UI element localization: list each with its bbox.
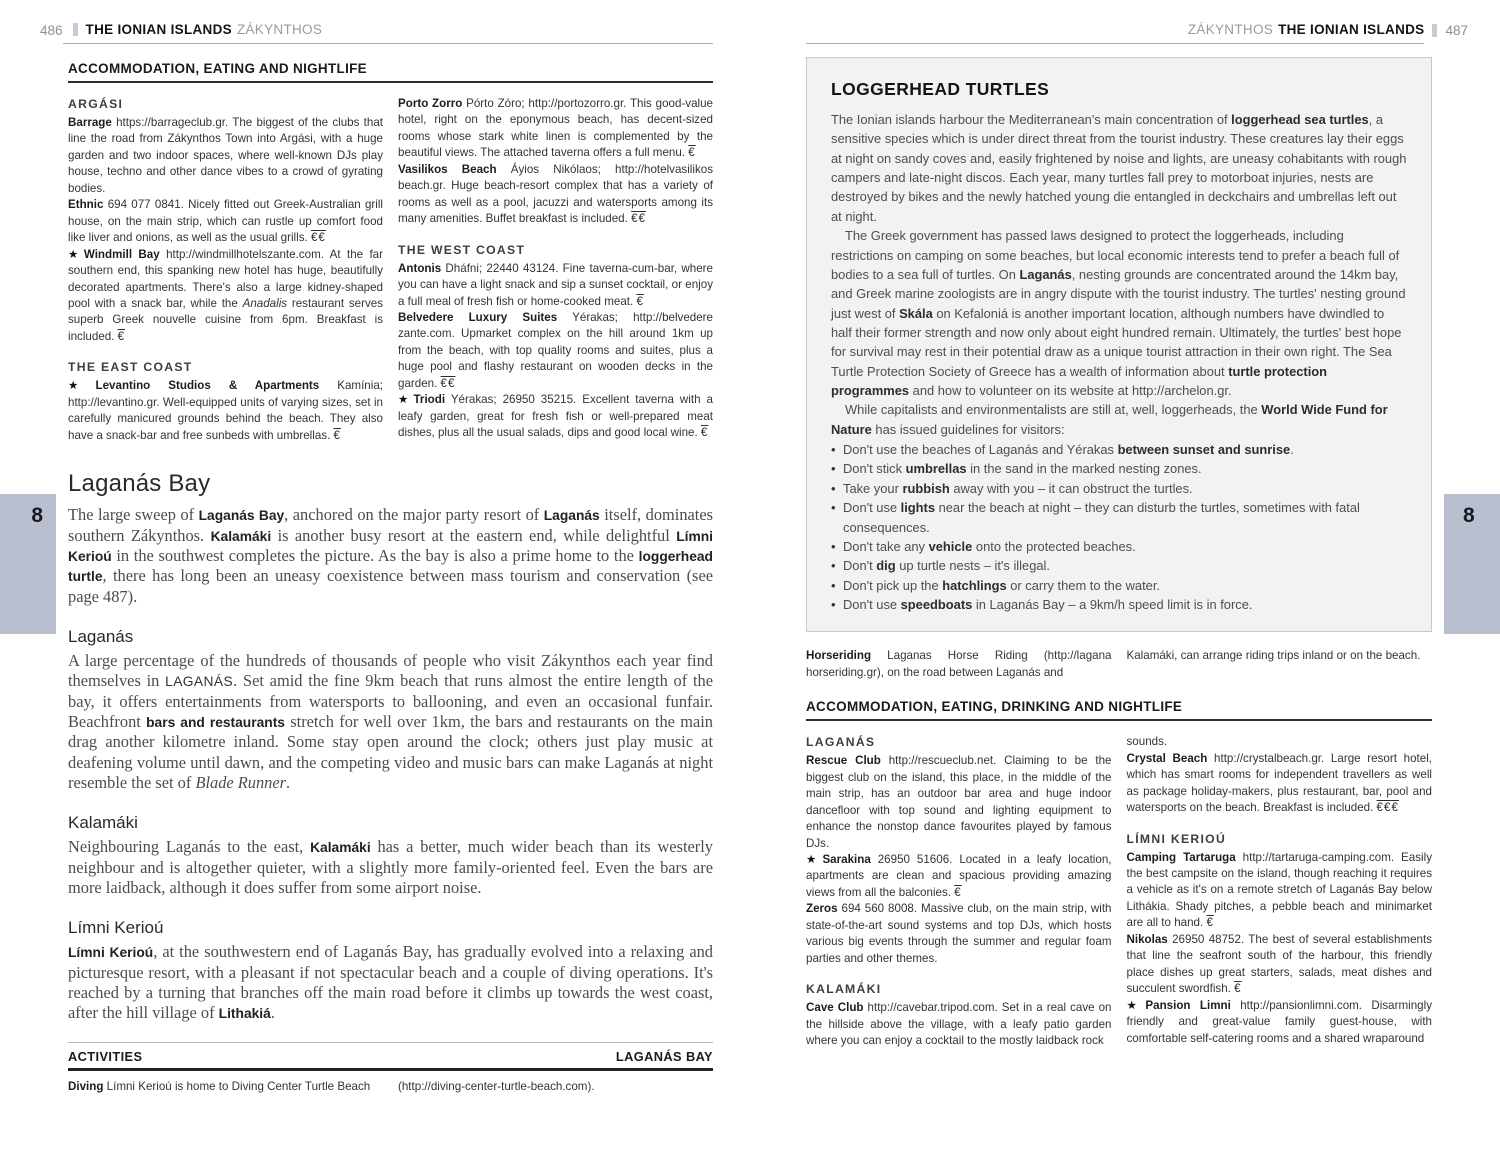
star-icon: ★ xyxy=(1126,998,1146,1012)
guideline-bullet: • Don't dig up turtle nests – it's illegal. xyxy=(831,556,1407,575)
star-icon: ★ xyxy=(68,379,96,393)
chapter-number: 8 xyxy=(31,504,43,527)
guideline-bullet: • Don't use speedboats in Laganás Bay – a 9km/h speed limit is in force. xyxy=(831,595,1407,614)
header-bar-icon xyxy=(73,23,78,36)
bullet-icon: • xyxy=(831,558,836,574)
listing-entry: Antonis Dháfni; 22440 43124. Fine taverna-cum-bar, where you can have a light snack and sip a sunset cocktail, or enjoy a full meal of fresh fish or home-cooked meat. € xyxy=(398,261,713,308)
page-body xyxy=(68,61,713,1095)
region-heading: Laganás Bay xyxy=(68,470,211,498)
listing-entry: Porto Zorro Pórto Zóro; http://portozorro.gr. This good-value hotel, right on the eponymous beach, has decent-sized rooms whose stark white linen is complemented by the beautiful views. The attached taverna offers a full menu. € xyxy=(398,97,714,160)
listing-subhead: ARGÁSI xyxy=(68,97,124,111)
running-head-rule xyxy=(806,22,1424,44)
page-body xyxy=(806,57,1432,1050)
guideline-bullet: • Don't take any vehicle onto the protected beaches. xyxy=(831,537,1407,556)
section-title: ACCOMMODATION, EATING AND NIGHTLIFE xyxy=(68,61,713,83)
listing-entry: ★ Pansion Limni http://pansionlimni.com. Disarmingly friendly and great-value family guest-house, with comfortable self-catering rooms and a shared wraparound xyxy=(1126,998,1432,1045)
listing-entry: ★ Triodi Yérakas; 26950 35215. Excellent taverna with a leafy garden, great for fresh fish or well-prepared meat dishes, plus all the usual salads, dips and good local wine. € xyxy=(398,393,713,440)
guideline-bullet: • Don't use the beaches of Laganás and Yérakas between sunset and sunrise. xyxy=(831,440,1407,459)
page-number-group xyxy=(1424,23,1468,44)
listing-subhead: THE EAST COAST xyxy=(68,360,193,375)
listing-column-2 xyxy=(398,96,713,444)
star-icon: ★ xyxy=(68,247,84,261)
listing-subhead: LÍMNI KERIOÚ xyxy=(1126,831,1227,846)
activities-label: ACTIVITIES xyxy=(68,1048,143,1064)
loggerhead-turtles-box xyxy=(806,57,1432,632)
listing-column-2 xyxy=(1127,734,1433,1049)
guideline-bullet: • Don't stick umbrellas in the sand in the marked nesting zones. xyxy=(831,459,1407,478)
running-head-subtitle: ZÁKYNTHOS xyxy=(236,22,323,37)
box-paragraph: The Greek government has passed laws designed to protect the loggerheads, including restrictions on camping on some beaches, but local economic interests tend to prefer a beach full of bodies to a sea full of turtles. On Laganás, nesting grounds are concentrated around the 14km bay, and Greek marine zoologists are in angry dispute with the tourist industry. The turtles' nesting ground just west of Skála on Kefaloniá is another important location, although numbers have dwindled to half their former strength and now only about eight hundred remain. Ultimately, the turtles' best hope for survival may rest in their potential draw as a unique tourist attraction in their own right. The Sea Turtle Protection Society of Greece has a wealth of information about turtle protection programmes and how to volunteer on its website at http://archelon.gr. xyxy=(831,228,1406,399)
listing-entry: Camping Tartaruga http://tartaruga-camping.com. Easily the best campsite on the island, though reaching it requires a vehicle as it's on a remote stretch of Laganás Bay below Lithákia. Shady pitches, a pebble beach and minimarket are all to hand. € xyxy=(1126,850,1432,930)
guidelines-list xyxy=(831,440,1407,614)
page-486 xyxy=(40,22,713,1095)
bullet-icon: • xyxy=(831,538,836,554)
region-intro-paragraph: The large sweep of Laganás Bay, anchored on the major party resort of Laganás itself, dominates southern Zákynthos. Kalamáki is another busy resort at the eastern end, while delightful Límni Kerioú in the southwest completes the picture. As the bay is also a prime home to the loggerhead turtle, there has long been an uneasy coexistence between mass tourism and conservation (see page 487). xyxy=(68,505,714,606)
bullet-icon: • xyxy=(831,461,836,477)
horseriding-left: Horseriding Laganas Horse Riding (http://lagana horseriding.gr), on the road between Laganás and xyxy=(806,649,1112,679)
guideline-bullet: • Don't use lights near the beach at night – they can disturb the turtles, sometimes with fatal consequences. xyxy=(831,498,1407,537)
listing-entry: Cave Club http://cavebar.tripod.com. Set in a real cave on the hillside above the village, with a leafy patio garden where you can enjoy a cocktail to the mostly laidback rock xyxy=(806,1001,1112,1048)
star-icon: ★ xyxy=(806,852,823,866)
listing-entry: ★ Levantino Studios & Apartments Kamínia; http://levantino.gr. Well-equipped units of varying sizes, set in carefully manicured grounds behind the beach. They also have a snack-bar and free sunbeds with umbrellas. € xyxy=(68,379,383,442)
activities-location: LAGANÁS BAY xyxy=(615,1048,713,1064)
listing-entry: Zeros 694 560 8008. Massive club, on the main strip, with state-of-the-art sound systems and top DJs, which hosts various big events through the summer and regular foam parties and other themes. xyxy=(806,902,1112,965)
running-head-subtitle: ZÁKYNTHOS xyxy=(1187,22,1274,37)
guideline-bullet: • Don't pick up the hatchlings or carry them to the water. xyxy=(831,576,1407,595)
horseriding-right: Kalamáki, can arrange riding trips inland or on the beach. xyxy=(1126,649,1421,663)
subsection-paragraph: Neighbouring Laganás to the east, Kalamáki has a better, much wider beach than its westerly neighbour and is altogether quieter, with a slightly more family-oriented feel. Even the bars are more laidback, although it does suffer from some airport noise. xyxy=(68,837,714,897)
listing-subhead: THE WEST COAST xyxy=(398,242,526,257)
listing-entry: Vasilikos Beach Áyios Nikólaos; http://hotelvasilikos beach.gr. Huge beach-resort complex that has a variety of rooms as well as a pool, jacuzzi and watersports among its many amenities. Buffet breakfast is included. €€ xyxy=(398,162,713,226)
activities-entry-right: (http://diving-center-turtle-beach.com). xyxy=(398,1079,595,1093)
subsection-paragraph: Límni Kerioú, at the southwestern end of Laganás Bay, has gradually evolved into a relaxing and picturesque resort, with a pleasant if not spectacular beach and a couple of diving operations. It's reached by a turning that branches off the main road before it climbs up towards the west coast, after the hill village of Lithakiá. xyxy=(68,942,713,1023)
listing-entry: Crystal Beach http://crystalbeach.gr. Large resort hotel, which has smart rooms for independent travellers as well as package holiday-makers, plus restaurant, bar, pool and watersports on the beach. Breakfast is included. €€€ xyxy=(1126,751,1432,815)
running-head-rule xyxy=(63,22,713,44)
bullet-icon: • xyxy=(831,596,836,612)
box-title: LOGGERHEAD TURTLES xyxy=(831,79,1050,99)
listing-entry: sounds. xyxy=(1126,735,1168,749)
chapter-number: 8 xyxy=(1463,504,1475,527)
box-paragraph: The Ionian islands harbour the Mediterranean's main concentration of loggerhead sea turtles, a sensitive species which is under direct threat from the tourist industry. These creatures lay their eggs at night on sandy coves and, easily frightened by noise and lights, are uneasy cohabitants with rough campers and late-night discos. Each year, many turtles fall prey to motorboat injuries, nests are destroyed by bikes and the newly hatched young die entangled in deckchairs and umbrellas left out at night. xyxy=(831,112,1407,224)
listing-columns xyxy=(68,96,713,444)
bullet-icon: • xyxy=(831,442,836,458)
star-icon: ★ xyxy=(398,393,414,407)
listing-column-1 xyxy=(68,96,383,444)
subsection-heading: Laganás xyxy=(68,626,134,646)
listing-entry: ★ Sarakina 26950 51606. Located in a leafy location, apartments are clean and spacious providing amazing views from all the balconies. € xyxy=(806,852,1112,899)
listing-entry: Belvedere Luxury Suites Yérakas; http://belvedere zante.com. Upmarket complex on the hill around 1km up from the beach, with top quality rooms and suites, plus a huge pool and flashy restaurant on wooden decks in the garden. €€ xyxy=(398,310,713,390)
bullet-icon: • xyxy=(831,577,836,593)
listing-entry: Ethnic 694 077 0841. Nicely fitted out Greek-Australian grill house, on the main strip, which can rustle up comfort food like liver and onions, as well as the usual grills. €€ xyxy=(68,198,383,245)
listing-subhead: KALAMÁKI xyxy=(806,982,882,997)
horseriding-entry xyxy=(806,648,1432,681)
bullet-icon: • xyxy=(831,500,836,516)
listing-column-1 xyxy=(806,734,1112,1049)
box-paragraph: While capitalists and environmentalists are still at, well, loggerheads, the World Wide Fund for Nature has issued guidelines for visitors: xyxy=(831,402,1388,437)
guideline-bullet: • Take your rubbish away with you – it can obstruct the turtles. xyxy=(831,479,1407,498)
subsections xyxy=(68,627,713,1024)
running-head-title: THE IONIAN ISLANDS xyxy=(85,22,232,37)
running-head-left xyxy=(40,22,713,44)
listing-subhead: LAGANÁS xyxy=(806,735,876,750)
subsection-heading: Kalamáki xyxy=(68,813,138,833)
subsection-heading: Límni Kerioú xyxy=(68,918,164,938)
header-bar-icon xyxy=(1432,24,1437,37)
listing-entry: ★ Windmill Bay http://windmillhotelszante.com. At the far southern end, this spanking new hotel has huge, beautifully decorated apartments. There's also a large kidney-shaped pool with a snack bar, while the Anadalis restaurant serves superb Greek nouvelle cuisine from 6pm. Breakfast is included. € xyxy=(68,247,383,343)
bullet-icon: • xyxy=(831,480,836,496)
listing-entry: Nikolas 26950 48752. The best of several establishments that line the seafront south of the harbour, this friendly place dishes up great starters, salads, meat dishes and succulent swordfish. € xyxy=(1126,932,1432,996)
page-number: 487 xyxy=(1445,23,1468,38)
activities-feature xyxy=(68,1042,713,1095)
activities-entry-left: Diving Límni Kerioú is home to Diving Center Turtle Beach xyxy=(68,1079,371,1093)
running-head-title: THE IONIAN ISLANDS xyxy=(1278,22,1425,37)
listing-entry: Barrage https://barrageclub.gr. The biggest of the clubs that line the road from Zákynthos Town into Argási, with a huge garden and two indoor spaces, where well-known DJs play house, techno and other dance vibes to a crowd of gyrating bodies. xyxy=(68,116,383,195)
page-487 xyxy=(806,22,1468,1050)
listing-columns xyxy=(806,734,1432,1049)
section-title: ACCOMMODATION, EATING, DRINKING AND NIGHTLIFE xyxy=(806,699,1432,721)
subsection-paragraph: A large percentage of the hundreds of thousands of people who visit Zákynthos each year find themselves in LAGANÁS. Set amid the fine 9km beach that runs almost the entire length of the bay, it offers entertainments from watersports to ballooning, and even an occasional funfair. Beachfront bars and restaurants stretch for well over 1km, the bars and restaurants on the main drag another kilometre inland. Some stay open around the clock; others just play music at deafening volume until dawn, and the competing video and music bars can make Laganás at night resemble the set of Blade Runner. xyxy=(68,650,713,792)
page-number: 486 xyxy=(40,23,63,38)
activities-bar xyxy=(68,1042,713,1071)
activities-entries xyxy=(68,1079,713,1095)
listing-entry: Rescue Club http://rescueclub.net. Claiming to be the biggest club on the island, this place, in the middle of the main strip, has an outdoor bar area and huge indoor dancefloor with top sound and lighting equipment to enhance the nonstop dance favourites played by famous DJs. xyxy=(806,754,1112,850)
running-head-right xyxy=(806,22,1468,44)
